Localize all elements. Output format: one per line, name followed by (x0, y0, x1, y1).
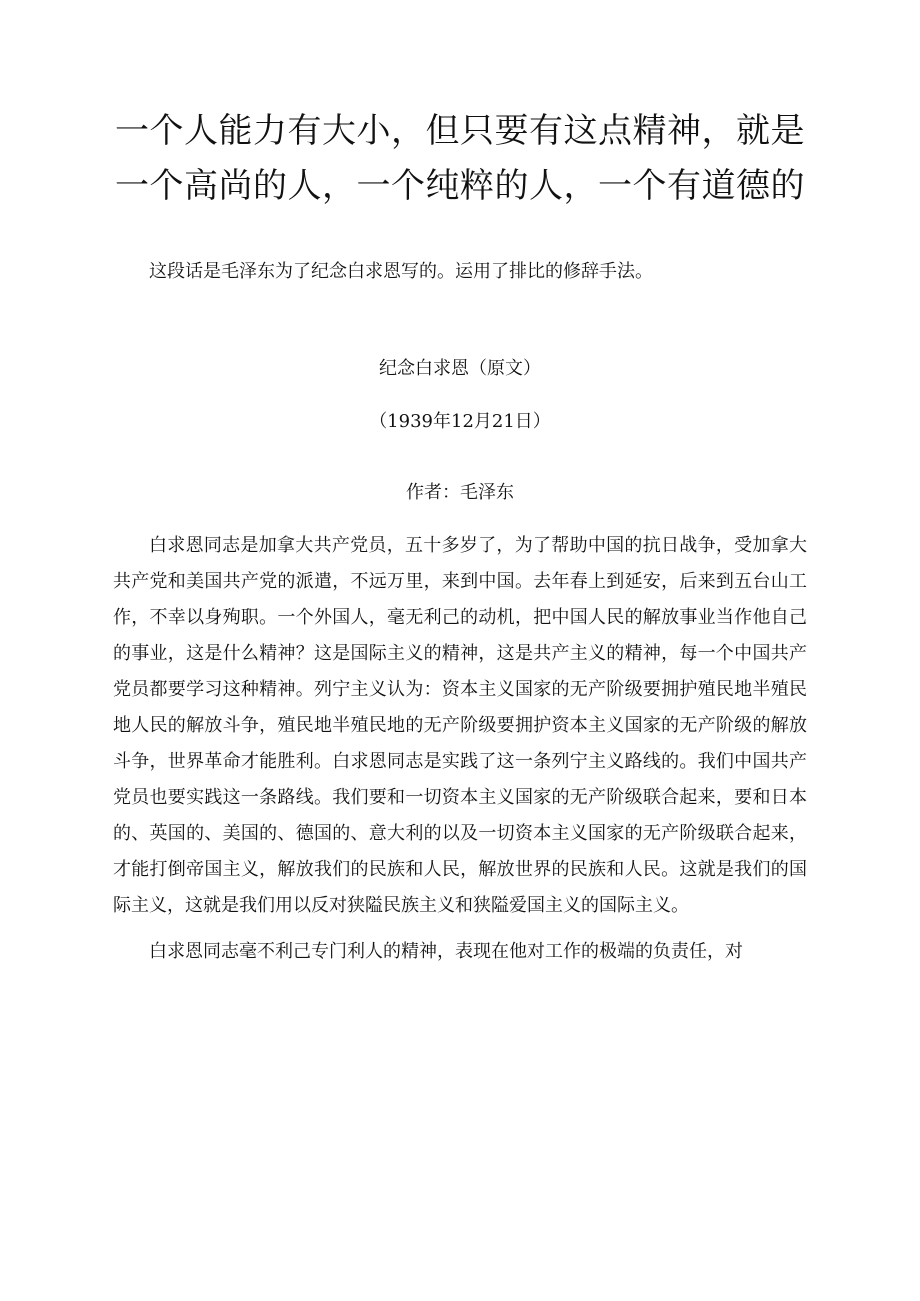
article-body (113, 528, 807, 980)
document-title: 一个人能力有大小，但只要有这点精神，就是一个高尚的人，一个纯粹的人，一个有道德的 (115, 111, 805, 206)
intro-paragraph: 这段话是毛泽东为了纪念白求恩写的。运用了排比的修辞手法。 (149, 261, 653, 282)
article-subtitle: 纪念白求恩（原文） (379, 358, 541, 379)
article-date: （1939年12月21日） (369, 411, 551, 432)
body-paragraph: 白求恩同志毫不利己专门利人的精神，表现在他对工作的极端的负责任，对 (149, 941, 743, 962)
body-paragraph: 白求恩同志是加拿大共产党员，五十多岁了，为了帮助中国的抗日战争，受加拿大共产党和美国共产党的派遣，不远万里，来到中国。去年春上到延安，后来到五台山工作，不幸以身殉职。一个外国人，毫无利己的动机，把中国人民的解放事业当作他自己的事业，这是什么精神？这是国际主义的精神，这是共产主义的精神，每一个中国共产党员都要学习这种精神。列宁主义认为：资本主义国家的无产阶级要拥护殖民地半殖民地人民的解放斗争，殖民地半殖民地的无产阶级要拥护资本主义国家的无产阶级的解放斗争，世界革命才能胜利。白求恩同志是实践了这一条列宁主义路线的。我们中国共产党员也要实践这一条路线。我们要和一切资本主义国家的无产阶级联合起来，要和日本的、英国的、美国的、德国的、意大利的以及一切资本主义国家的无产阶级联合起来，才能打倒帝国主义，解放我们的民族和人民，解放世界的民族和人民。这就是我们的国际主义，这就是我们用以反对狭隘民族主义和狭隘爱国主义的国际主义。 (113, 535, 807, 916)
article-author: 作者：毛泽东 (406, 482, 514, 503)
